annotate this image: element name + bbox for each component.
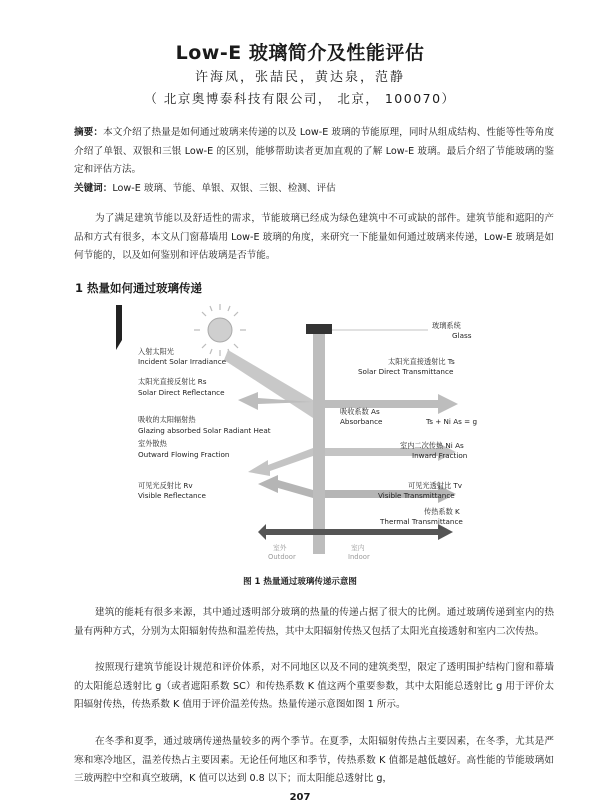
label-outdoor-cn: 室外 <box>273 544 287 552</box>
label-rv-cn: 可见光反射比 Rv <box>138 481 193 490</box>
heat-transfer-figure <box>108 300 500 562</box>
label-outward-en: Outward Flowing Fraction <box>138 450 230 459</box>
outward-arrow <box>248 448 313 476</box>
sky-wedge <box>116 305 122 350</box>
label-glazing-cn: 吸收的太阳辐射热 <box>138 415 196 424</box>
body-paragraph-1: 建筑的能耗有很多来源，其中通过透明部分玻璃的热量的传递占据了很大的比例。通过玻璃传递到室内的热量有两种方式，分别为太阳辐射传热和温差传热，其中太阳辐射传热又包括了太阳光直接透射和室内二次传热。 <box>74 607 554 637</box>
paper-title: Low-E 玻璃简介及性能评估 <box>175 42 425 64</box>
label-outward-cn: 室外散热 <box>138 439 167 448</box>
page-number: 207 <box>289 792 311 803</box>
thermal-arrow <box>258 524 453 540</box>
label-inward-en: Inward Fraction <box>412 451 468 460</box>
abstract-label: 摘要： <box>74 127 104 138</box>
body-paragraph-3: 在冬季和夏季，通过玻璃传递热量较多的两个季节。在夏季，太阳辐射传热占主要因素，在冬季，尤其是严寒和寒冷地区，温差传热占主要因素。无论任何地区和季节，传热系数 K 值都是越低越好。高性能的节能玻璃如三玻两腔中空和真空玻璃，K 值可以达到 0.8 以下；而太阳能总透射比 g， <box>74 736 554 784</box>
abstract-text: 本文介绍了热量是如何通过玻璃来传递的以及 Low-E 玻璃的节能原理，同时从组成结构、性能等性等角度介绍了单银、双银和三银 Low-E 的区别，能够帮助读者更加直观的了解 Low-E 玻璃。最后介绍了节能玻璃的鉴定和评估方法。 <box>74 127 555 175</box>
paper-authors: 许海凤，张喆民，黄达泉，范静 <box>194 70 405 85</box>
keywords <box>74 180 554 199</box>
label-outdoor-en: Outdoor <box>268 553 296 561</box>
label-formula: Ts + Ni As = g <box>426 417 478 426</box>
glass-top-cap <box>306 324 332 334</box>
glass-pane <box>313 330 325 554</box>
paper-affiliation: （ 北京奥博泰科技有限公司， 北京， 100070） <box>144 91 456 106</box>
label-rs-cn: 太阳光直接反射比 Rs <box>138 377 207 386</box>
label-incident-cn: 入射太阳光 <box>138 347 174 356</box>
label-inward-cn: 室内二次传热 Ni As <box>400 441 464 450</box>
label-as-en: Absorbance <box>340 417 383 426</box>
label-glass-cn: 玻璃系统 <box>432 321 461 330</box>
incident-arrow <box>224 350 313 418</box>
keywords-text: Low-E 玻璃、节能、单银、双银、三银、检测、评估 <box>112 183 336 194</box>
intro-paragraph: 为了满足建筑节能以及舒适性的需求，节能玻璃已经成为绿色建筑中不可或缺的部件。建筑节能和遮阳的产品和方式有很多，本文从门窗幕墙用 Low-E 玻璃的角度，来研究一下能量如何通过玻璃来传递，Low-E 玻璃是如何节能的，以及如何鉴别和评估玻璃是否节能。 <box>74 213 554 261</box>
label-indoor-cn: 室内 <box>351 544 365 552</box>
keywords-label: 关键词： <box>74 183 113 194</box>
label-as-cn: 吸收系数 As <box>340 407 380 416</box>
label-k-en: Thermal Transmittance <box>380 517 463 526</box>
label-glazing-en: Glazing absorbed Solar Radiant Heat <box>138 426 271 435</box>
visible-reflect-arrow <box>258 475 313 498</box>
label-ts-en: Solar Direct Transmittance <box>358 367 454 376</box>
label-k-cn: 传热系数 K <box>424 507 460 516</box>
label-rv-en: Visible Reflectance <box>138 491 206 500</box>
label-tv-en: Visible Transmittance <box>378 491 455 500</box>
body-paragraph-2: 按照现行建筑节能设计规范和评价体系，对不同地区以及不同的建筑类型，限定了透明围护结构门窗和幕墙的太阳能总透射比 g（或者遮阳系数 SC）和传热系数 K 值这两个重要参数，其中太阳能总透射比 g 用于评价太阳辐射传热，传热系数 K 值用于评价温差传热。热量传递示意图如图 1 所示。 <box>74 662 554 710</box>
label-glass-en: Glass <box>452 331 472 340</box>
label-tv-cn: 可见光透射比 Tv <box>408 481 463 490</box>
figure-caption: 图 1 热量通过玻璃传递示意图 <box>243 577 357 587</box>
label-ts-cn: 太阳光直接透射比 Ts <box>388 357 455 366</box>
label-incident-en: Incident Solar Irradiance <box>138 357 227 366</box>
label-rs-en: Solar Direct Reflectance <box>138 388 225 397</box>
sun-icon <box>194 304 246 356</box>
label-indoor-en: Indoor <box>348 553 370 561</box>
abstract <box>74 124 554 180</box>
section-heading: 1 热量如何通过玻璃传递 <box>75 281 203 295</box>
